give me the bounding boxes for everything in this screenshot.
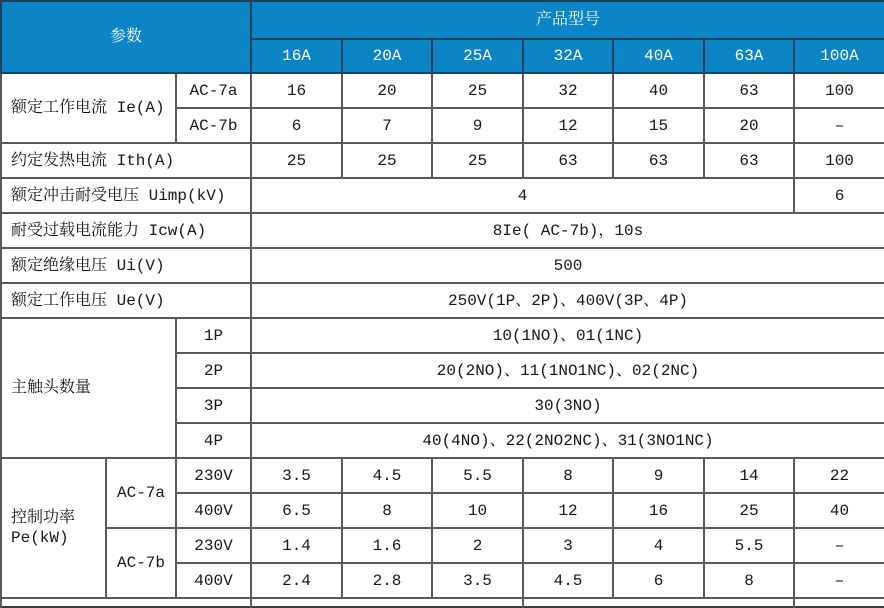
row-impulse-voltage [1,178,884,213]
value-cell: 40 [613,73,704,108]
value-cell: 1.6 [342,528,432,563]
value-cell: 2 [432,528,523,563]
label-thermal-current: 约定发热电流 Ith(A) [1,143,251,178]
value-cell-4p: 40(4NO)、22(2NO2NC)、31(3NO1NC) [251,423,884,458]
label-main-contacts: 主触头数量 [1,318,176,458]
value-cell: 25 [432,73,523,108]
sublabel-pe-ac7a: AC-7a [106,458,176,528]
value-cell: 22 [794,458,884,493]
label-working-voltage: 额定工作电压 Ue(V) [1,283,251,318]
value-cell: – [794,108,884,143]
value-cell: 15 [613,108,704,143]
value-cell: 63 [704,73,794,108]
value-cell: 100 [794,73,884,108]
sublabel-ac7a: AC-7a [176,73,251,108]
value-cell: 3.5 [251,458,342,493]
value-cell: 3 [523,528,613,563]
value-cell: 12 [523,493,613,528]
value-cell: 2.4 [251,563,342,598]
value-cell: 16 [613,493,704,528]
row-rated-current-ac7a [1,73,884,108]
col-header-16a: 16A [251,39,342,73]
col-header-40a: 40A [613,39,704,73]
value-cell: 25 [251,143,342,178]
value-cell: 12 [523,108,613,143]
header-product-model: 产品型号 [251,1,884,39]
row-overload-capacity [1,213,884,248]
value-cell-1p: 10(1NO)、01(1NC) [251,318,884,353]
header-param: 参数 [1,1,251,73]
sublabel-pe-ac7b: AC-7b [106,528,176,598]
value-cell: 14 [704,458,794,493]
value-cell: 20 [704,108,794,143]
value-cell: 5.5 [704,528,794,563]
row-thermal-current [1,143,884,178]
sublabel-3p: 3P [176,388,251,423]
label-impulse-voltage: 额定冲击耐受电压 Uimp(kV) [1,178,251,213]
row-main-contacts-1p [1,318,884,353]
value-cell: 7 [342,108,432,143]
row-control-power-ac7a-230v [1,458,884,493]
value-cell: 8 [704,563,794,598]
sublabel-2p: 2P [176,353,251,388]
value-cell-uimp-main: 4 [251,178,794,213]
partial-cell [523,598,794,607]
value-cell: – [794,528,884,563]
value-cell: 25 [342,143,432,178]
sublabel-230v: 230V [176,528,251,563]
sublabel-230v: 230V [176,458,251,493]
value-cell: 5.5 [432,458,523,493]
partial-cell [251,598,523,607]
value-cell: 4.5 [523,563,613,598]
value-cell: 6 [613,563,704,598]
value-cell: – [794,563,884,598]
row-partial-cutoff [1,598,884,607]
value-cell: 20 [342,73,432,108]
value-cell: 100 [794,143,884,178]
value-cell-ue: 250V(1P、2P)、400V(3P、4P) [251,283,884,318]
value-cell: 9 [432,108,523,143]
col-header-20a: 20A [342,39,432,73]
col-header-100a: 100A [794,39,884,73]
value-cell: 8 [342,493,432,528]
value-cell-2p: 20(2NO)、11(1NO1NC)、02(2NC) [251,353,884,388]
value-cell: 9 [613,458,704,493]
value-cell: 10 [432,493,523,528]
value-cell: 40 [794,493,884,528]
row-control-power-ac7b-230v [1,528,884,563]
row-working-voltage [1,283,884,318]
sublabel-ac7b: AC-7b [176,108,251,143]
value-cell: 63 [613,143,704,178]
label-control-power: 控制功率 Pe(kW) [1,458,106,598]
sublabel-400v: 400V [176,493,251,528]
value-cell: 4 [613,528,704,563]
header-row-product [1,1,884,39]
value-cell-3p: 30(3NO) [251,388,884,423]
value-cell: 2.8 [342,563,432,598]
value-cell: 25 [704,493,794,528]
value-cell: 6.5 [251,493,342,528]
value-cell: 32 [523,73,613,108]
sublabel-1p: 1P [176,318,251,353]
value-cell: 6 [251,108,342,143]
partial-cell [1,598,251,607]
col-header-32a: 32A [523,39,613,73]
col-header-25a: 25A [432,39,523,73]
value-cell: 3.5 [432,563,523,598]
value-cell: 1.4 [251,528,342,563]
label-insulation-voltage: 额定绝缘电压 Ui(V) [1,248,251,283]
value-cell-uimp-100a: 6 [794,178,884,213]
value-cell: 16 [251,73,342,108]
sublabel-400v: 400V [176,563,251,598]
value-cell-ui: 500 [251,248,884,283]
value-cell: 63 [704,143,794,178]
value-cell: 25 [432,143,523,178]
label-rated-current: 额定工作电流 Ie(A) [1,73,176,143]
col-header-63a: 63A [704,39,794,73]
sublabel-4p: 4P [176,423,251,458]
partial-cell [794,598,884,607]
label-overload-capacity: 耐受过载电流能力 Icw(A) [1,213,251,248]
value-cell: 4.5 [342,458,432,493]
value-cell: 63 [523,143,613,178]
value-cell-icw: 8Ie( AC-7b)，10s [251,213,884,248]
row-insulation-voltage [1,248,884,283]
value-cell: 8 [523,458,613,493]
